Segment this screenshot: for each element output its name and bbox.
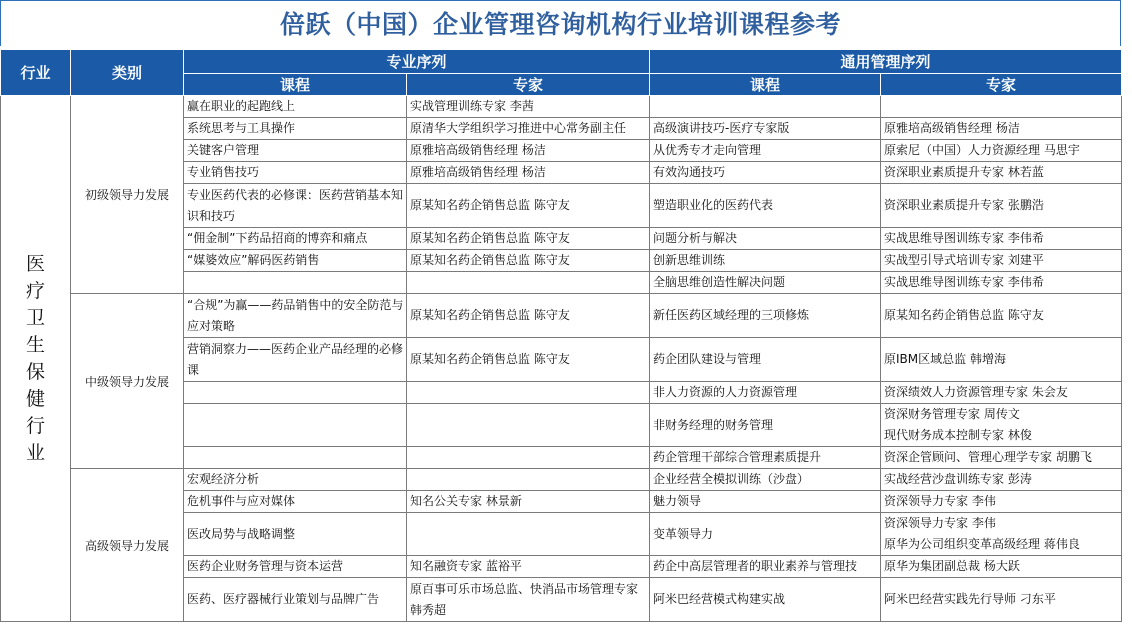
- gen-expert: 原雅培高级销售经理 杨洁: [881, 118, 1122, 140]
- page-title: 倍跃（中国）企业管理咨询机构行业培训课程参考: [279, 10, 841, 39]
- header-prof-course: 课程: [184, 74, 407, 96]
- gen-expert: 原索尼（中国）人力资源经理 马思宇: [881, 140, 1122, 162]
- gen-expert: 原某知名药企销售总监 陈守友: [881, 294, 1122, 338]
- gen-course: 高级演讲技巧-医疗专家版: [650, 118, 881, 140]
- prof-course: “合规”为赢——药品销售中的安全防范与应对策略: [184, 294, 407, 338]
- gen-course: [650, 96, 881, 118]
- gen-course: 问题分析与解决: [650, 228, 881, 250]
- prof-expert: [407, 469, 650, 491]
- prof-expert: 知名融资专家 蓝裕平: [407, 556, 650, 578]
- gen-expert: 资深职业素质提升专家 林若蓝: [881, 162, 1122, 184]
- header-gen-course: 课程: [650, 74, 881, 96]
- gen-course: 企业经营全模拟训练（沙盘）: [650, 469, 881, 491]
- gen-course: 非人力资源的人力资源管理: [650, 382, 881, 404]
- prof-expert: 原清华大学组织学习推进中心常务副主任: [407, 118, 650, 140]
- header-prof-expert: 专家: [407, 74, 650, 96]
- table-row: [1, 294, 1122, 338]
- table-row: [1, 469, 1122, 491]
- table-row: [1, 96, 1122, 118]
- prof-expert: 知名公关专家 林景新: [407, 491, 650, 513]
- prof-expert: [407, 447, 650, 469]
- course-table: [0, 49, 1122, 622]
- gen-expert: 原IBM区域总监 韩增海: [881, 338, 1122, 382]
- gen-course: 药企中高层管理者的职业素养与管理技: [650, 556, 881, 578]
- gen-expert-multi: [881, 404, 1122, 447]
- gen-course: 变革领导力: [650, 513, 881, 556]
- prof-course: 宏观经济分析: [184, 469, 407, 491]
- prof-expert: 实战管理训练专家 李茜: [407, 96, 650, 118]
- industry-name: 医疗卫生保健行业: [25, 252, 45, 464]
- prof-course: “佣金制”下药品招商的博弈和痛点: [184, 228, 407, 250]
- prof-course: [184, 382, 407, 404]
- header-category: 类别: [71, 50, 184, 96]
- prof-expert: 原某知名药企销售总监 陈守友: [407, 250, 650, 272]
- gen-expert: 实战经营沙盘训练专家 彭涛: [881, 469, 1122, 491]
- gen-expert: 原华为集团副总裁 杨大跃: [881, 556, 1122, 578]
- prof-expert: 原雅培高级销售经理 杨洁: [407, 140, 650, 162]
- prof-expert: 原某知名药企销售总监 陈守友: [407, 294, 650, 338]
- prof-expert: 原某知名药企销售总监 陈守友: [407, 184, 650, 228]
- prof-expert: [407, 404, 650, 447]
- gen-expert: [881, 96, 1122, 118]
- header-professional: 专业序列: [184, 50, 650, 74]
- prof-course: [184, 272, 407, 294]
- gen-expert: 实战思维导图训练专家 李伟希: [881, 272, 1122, 294]
- gen-course: 药企管理干部综合管理素质提升: [650, 447, 881, 469]
- gen-expert: 资深领导力专家 李伟: [881, 491, 1122, 513]
- header-general: 通用管理序列: [650, 50, 1122, 74]
- gen-course: 创新思维训练: [650, 250, 881, 272]
- prof-expert: [407, 513, 650, 556]
- prof-course: [184, 404, 407, 447]
- prof-course: 医药、医疗器械行业策划与品牌广告: [184, 578, 407, 622]
- prof-expert: [407, 272, 650, 294]
- prof-course: 医药企业财务管理与资本运营: [184, 556, 407, 578]
- prof-expert: 原某知名药企销售总监 陈守友: [407, 338, 650, 382]
- gen-course: 阿米巴经营模式构建实战: [650, 578, 881, 622]
- gen-expert: 原华为公司组织变革高级经理 蒋伟良: [884, 537, 1080, 551]
- category-junior: 初级领导力发展: [71, 96, 184, 294]
- prof-course: 医改局势与战略调整: [184, 513, 407, 556]
- prof-expert: 原雅培高级销售经理 杨洁: [407, 162, 650, 184]
- category-senior: 高级领导力发展: [71, 469, 184, 622]
- prof-course: “媒婆效应”解码医药销售: [184, 250, 407, 272]
- header-industry: 行业: [1, 50, 71, 96]
- prof-course: 专业销售技巧: [184, 162, 407, 184]
- gen-expert: 资深领导力专家 李伟: [884, 516, 996, 530]
- gen-course: 全脑思维创造性解决问题: [650, 272, 881, 294]
- prof-course: 危机事件与应对媒体: [184, 491, 407, 513]
- gen-expert: 资深财务管理专家 周传文: [884, 407, 1020, 421]
- gen-expert: 实战思维导图训练专家 李伟希: [881, 228, 1122, 250]
- prof-expert: 原百事可乐市场总监、快消品市场管理专家 韩秀超: [407, 578, 650, 622]
- prof-expert: [407, 382, 650, 404]
- prof-course: 关键客户管理: [184, 140, 407, 162]
- prof-expert: 原某知名药企销售总监 陈守友: [407, 228, 650, 250]
- gen-course: 魅力领导: [650, 491, 881, 513]
- prof-course: 专业医药代表的必修课：医药营销基本知识和技巧: [184, 184, 407, 228]
- gen-course: 新任医药区域经理的三项修炼: [650, 294, 881, 338]
- prof-course: 赢在职业的起跑线上: [184, 96, 407, 118]
- gen-expert: 现代财务成本控制专家 林俊: [884, 428, 1032, 442]
- category-middle: 中级领导力发展: [71, 294, 184, 469]
- gen-course: 塑造职业化的医药代表: [650, 184, 881, 228]
- gen-expert: 资深职业素质提升专家 张鹏浩: [881, 184, 1122, 228]
- header-gen-expert: 专家: [881, 74, 1122, 96]
- gen-course: 药企团队建设与管理: [650, 338, 881, 382]
- gen-expert: 资深企管顾问、管理心理学专家 胡鹏飞: [881, 447, 1122, 469]
- gen-expert: 资深绩效人力资源管理专家 朱会友: [881, 382, 1122, 404]
- title-bar: [0, 0, 1121, 46]
- gen-expert: 阿米巴经营实践先行导师 刁东平: [881, 578, 1122, 622]
- prof-course: [184, 447, 407, 469]
- gen-course: 有效沟通技巧: [650, 162, 881, 184]
- gen-course: 从优秀专才走向管理: [650, 140, 881, 162]
- industry-cell: [1, 96, 71, 622]
- prof-course: 系统思考与工具操作: [184, 118, 407, 140]
- gen-course: 非财务经理的财务管理: [650, 404, 881, 447]
- prof-course: 营销洞察力——医药企业产品经理的必修课: [184, 338, 407, 382]
- gen-expert-multi: [881, 513, 1122, 556]
- gen-expert: 实战型引导式培训专家 刘建平: [881, 250, 1122, 272]
